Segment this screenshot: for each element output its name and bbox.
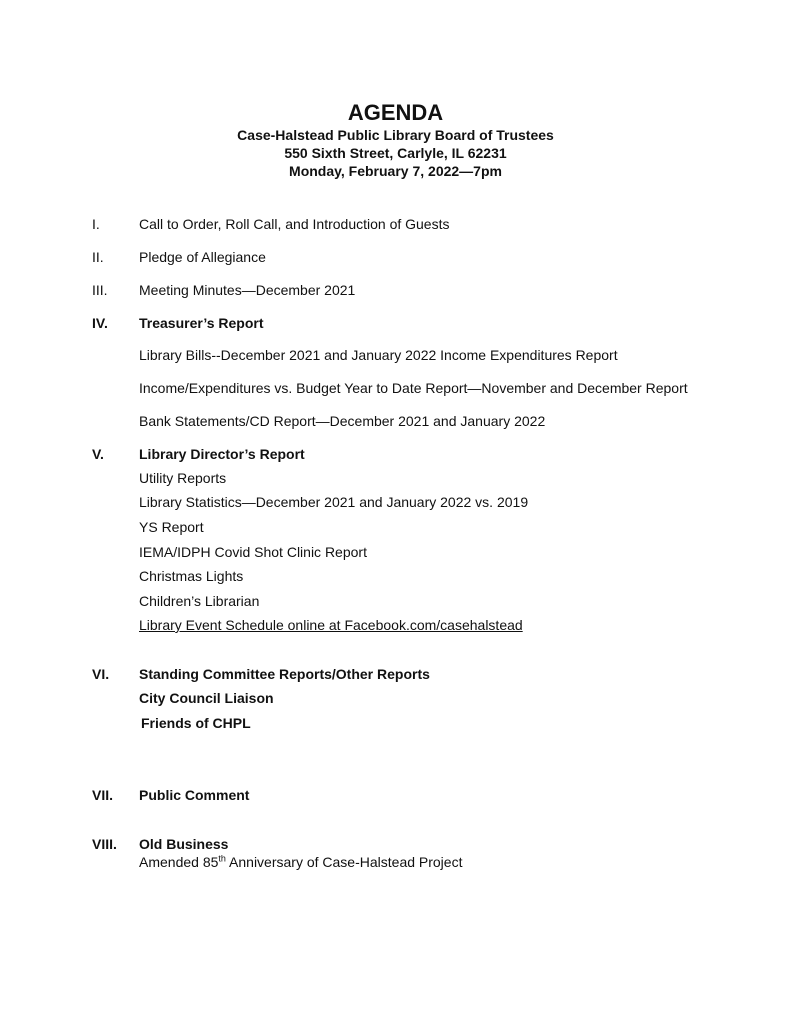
agenda-item: Income/Expenditures vs. Budget Year to Date Report—November and December Report — [139, 380, 688, 396]
agenda-item: Library Statistics—December 2021 and January 2022 vs. 2019 — [139, 494, 529, 510]
agenda-header — [0, 100, 791, 180]
agenda-item: Children’s Librarian — [139, 593, 260, 609]
agenda-item: City Council Liaison — [139, 690, 274, 706]
section-title: Meeting Minutes—December 2021 — [139, 282, 356, 298]
section-title: Old Business — [139, 836, 229, 852]
ordinal-suffix: th — [218, 853, 226, 864]
section-number: VI. — [92, 666, 110, 682]
page-title: AGENDA — [347, 100, 444, 125]
agenda-item: IEMA/IDPH Covid Shot Clinic Report — [139, 544, 367, 560]
item-text-suffix: Anniversary of Case-Halstead Project — [225, 854, 463, 870]
section-number: I. — [92, 216, 100, 232]
section-title: Public Comment — [139, 787, 250, 803]
section-title: Treasurer’s Report — [139, 315, 264, 331]
agenda-item: YS Report — [139, 519, 204, 535]
agenda-item: Library Bills--December 2021 and January 2022 Income Expenditures Report — [139, 347, 618, 363]
section-number: V. — [92, 446, 104, 462]
section-title: Pledge of Allegiance — [139, 249, 266, 265]
agenda-item: Christmas Lights — [139, 568, 244, 584]
agenda-item: Utility Reports — [139, 470, 227, 486]
section-title: Call to Order, Roll Call, and Introduction of Guests — [139, 216, 450, 232]
meeting-date: Monday, February 7, 2022—7pm — [289, 163, 502, 179]
section-number: II. — [92, 249, 104, 265]
facebook-link[interactable]: Library Event Schedule online at Facebook.com/casehalstead — [139, 617, 523, 633]
agenda-item — [139, 854, 462, 870]
organization-name: Case-Halstead Public Library Board of Trustees — [237, 127, 554, 143]
section-number: VIII. — [92, 836, 117, 852]
agenda-item: Bank Statements/CD Report—December 2021 and January 2022 — [139, 413, 546, 429]
section-number: IV. — [92, 315, 108, 331]
section-title: Library Director’s Report — [139, 446, 305, 462]
agenda-item: Friends of CHPL — [141, 715, 251, 731]
address: 550 Sixth Street, Carlyle, IL 62231 — [284, 145, 507, 161]
section-number: III. — [92, 282, 108, 298]
section-title: Standing Committee Reports/Other Reports — [139, 666, 430, 682]
section-number: VII. — [92, 787, 114, 803]
item-text-prefix: Amended 85 — [139, 854, 219, 870]
